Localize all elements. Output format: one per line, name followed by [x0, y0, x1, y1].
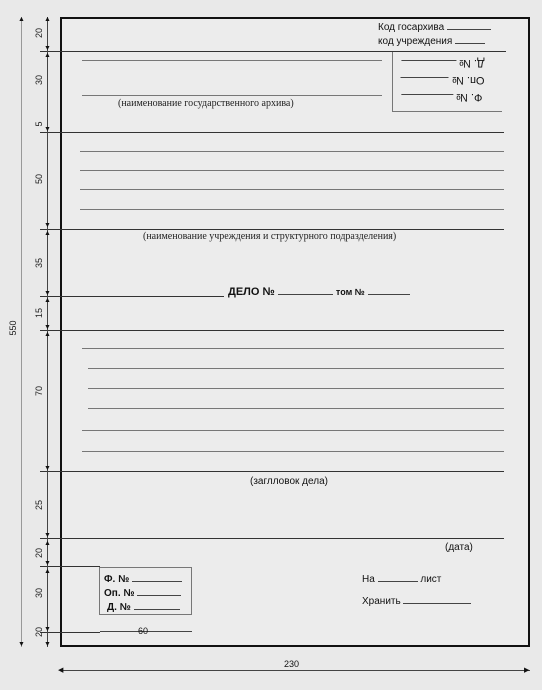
case-title-caption: (заглловок дела)	[250, 476, 328, 487]
dim-box-width: 60	[138, 626, 149, 636]
on-label: На	[362, 574, 375, 585]
bottom-box-case-label: Д. №	[107, 602, 131, 613]
sheets-label: лист	[420, 574, 442, 585]
archive-box-case-label: Д. №	[459, 57, 485, 69]
overall-height-line	[21, 17, 22, 647]
dim-20-bottom: 20	[34, 627, 44, 638]
dim-total-height: 550	[8, 320, 18, 336]
institution-line-4	[80, 209, 504, 210]
title-top-line	[40, 330, 504, 331]
institution-top-line	[40, 132, 504, 133]
dim-50: 50	[34, 174, 44, 185]
archive-name-caption: (наименование государственного архива)	[118, 98, 294, 109]
dim-15: 15	[34, 308, 44, 319]
volume-label: том №	[335, 287, 365, 297]
keep-row	[362, 593, 471, 607]
dim-35: 35	[34, 258, 44, 269]
dim-70: 70	[34, 386, 44, 397]
case-number-label: ДЕЛО №	[228, 286, 275, 298]
dim-20-top: 20	[34, 28, 44, 39]
archive-box-inventory-row	[401, 74, 485, 88]
total-width-dim-line	[60, 670, 530, 671]
institution-name-caption: (наименование учреждения и структурного подразделения)	[143, 231, 397, 242]
bottom-box-case-row	[107, 599, 180, 613]
sheets-count-field	[378, 571, 418, 582]
title-line-3	[88, 388, 504, 389]
archive-code-field	[447, 19, 491, 30]
archive-name-line-1	[82, 60, 382, 61]
archive-box-case-row	[401, 57, 484, 71]
archive-box-fund-label: Ф. №	[456, 91, 483, 103]
institution-code-field	[455, 33, 485, 44]
archive-code-label: Код госархива	[378, 22, 445, 33]
archive-box-inventory-label: Оп. №	[452, 74, 485, 86]
bottom-box-inventory-row	[104, 585, 181, 599]
title-line-5	[82, 430, 504, 431]
institution-line-3	[80, 189, 504, 190]
date-line	[40, 538, 504, 539]
dim-30-bottom: 30	[34, 588, 44, 599]
dim-20-mid: 20	[34, 548, 44, 559]
bottom-box-inventory-label: Оп. №	[104, 588, 135, 599]
case-line-left	[40, 296, 224, 297]
case-number-field	[278, 284, 333, 295]
dim-25: 25	[34, 500, 44, 511]
sheets-count-row	[362, 571, 441, 585]
dim-30-top: 30	[34, 75, 44, 86]
archive-box-left-border	[392, 52, 393, 111]
bottom-box-fund-label: Ф. №	[104, 574, 130, 585]
top-margin-line	[40, 51, 506, 52]
volume-field	[368, 284, 410, 295]
institution-code-label: код учреждения	[378, 36, 453, 47]
institution-line-1	[80, 151, 504, 152]
dim-5: 5	[34, 121, 44, 127]
date-caption: (дата)	[445, 542, 473, 553]
title-bottom-line	[40, 471, 504, 472]
title-line-4	[88, 408, 504, 409]
institution-line-2	[80, 170, 504, 171]
institution-bottom-line	[40, 229, 504, 230]
archive-box-fund-row	[401, 91, 482, 105]
bottom-box-fund-row	[104, 571, 182, 585]
archive-code-row	[378, 19, 508, 33]
institution-code-row	[378, 33, 508, 47]
keep-label: Хранить	[362, 596, 401, 607]
keep-field	[403, 593, 471, 604]
archive-name-line-2	[82, 95, 382, 96]
dim-total-width: 230	[284, 659, 300, 669]
case-number-row	[228, 284, 410, 298]
archive-box-bottom-border	[392, 111, 502, 112]
title-line-2	[88, 368, 504, 369]
title-line-6	[82, 451, 504, 452]
title-line-1	[82, 348, 504, 349]
